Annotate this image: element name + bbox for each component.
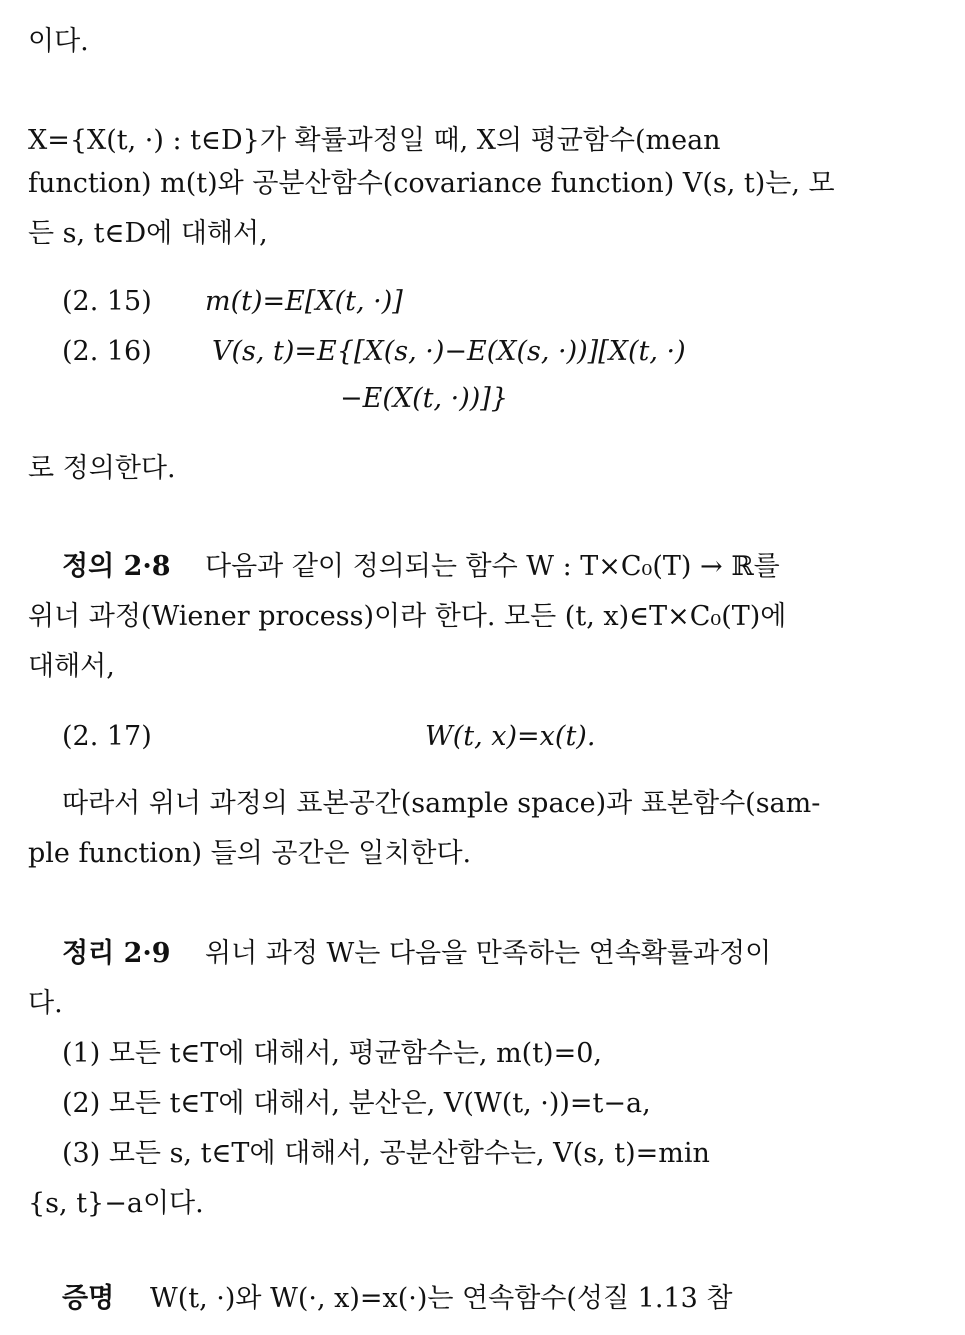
equation-formula-continued: −E(X(t, ·))]} [340, 383, 508, 414]
paragraph-line: ple function) 들의 공간은 일치한다. [28, 838, 472, 869]
text-line: 이다. [28, 26, 89, 57]
proof-heading: 증명 [62, 1283, 115, 1314]
text-line: 로 정의한다. [28, 453, 176, 484]
paragraph-line: function) m(t)와 공분산함수(covariance function) V(s, t)는, 모 [28, 168, 835, 199]
list-item-continued: {s, t}−a이다. [28, 1188, 204, 1219]
equation-label: (2. 15) [62, 286, 152, 317]
paragraph-line: 든 s, t∈D에 대해서, [28, 218, 268, 249]
equation-formula: V(s, t)=E{[X(s, ·)−E(X(s, ·))][X(t, ·) [212, 336, 686, 367]
paragraph-line: 따라서 위너 과정의 표본공간(sample space)과 표본함수(sam- [62, 788, 821, 819]
paragraph-line: 위너 과정(Wiener process)이라 한다. 모든 (t, x)∈T×C₀(T)에 [28, 601, 787, 632]
equation-formula: m(t)=E[X(t, ·)] [205, 286, 403, 317]
paragraph-line: X={X(t, ·) : t∈D}가 확률과정일 때, X의 평균함수(mean [28, 125, 721, 156]
paragraph-line: 다. [28, 988, 63, 1019]
paragraph-line: W(t, ·)와 W(·, x)=x(·)는 연속함수(성질 1.13 참 [150, 1283, 733, 1314]
theorem-heading: 정리 2·9 [62, 938, 171, 969]
equation-label: (2. 17) [62, 721, 152, 752]
paragraph-line: 위너 과정 W는 다음을 만족하는 연속확률과정이 [205, 938, 772, 969]
equation-label: (2. 16) [62, 336, 152, 367]
list-item: (2) 모든 t∈T에 대해서, 분산은, V(W(t, ·))=t−a, [62, 1088, 651, 1119]
equation-formula: W(t, x)=x(t). [425, 721, 596, 752]
list-item: (1) 모든 t∈T에 대해서, 평균함수는, m(t)=0, [62, 1038, 602, 1069]
paragraph-line: 대해서, [28, 651, 115, 682]
paragraph-line: 다음과 같이 정의되는 함수 W : T×C₀(T) → ℝ를 [205, 551, 780, 582]
list-item: (3) 모든 s, t∈T에 대해서, 공분산함수는, V(s, t)=min [62, 1138, 710, 1169]
definition-heading: 정의 2·8 [62, 551, 171, 582]
